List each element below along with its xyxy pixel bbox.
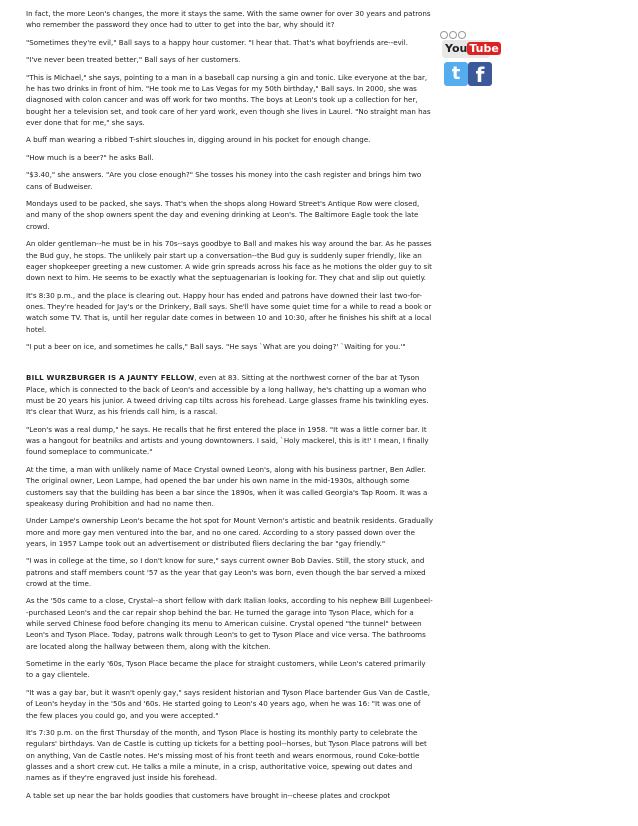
paragraph: At the time, a man with unlikely name of Mace Crystal owned Leon's, along with his business partner, Ben Adler. The original owner, Leon Lampe, had opened the bar under his own name in the mid-1930s, although some customers say that the building has been a bar since the 1890s, when it was called Georgia's Tap Room. It was a speakeasy during Prohibition and had no name then. bbox=[26, 464, 428, 508]
paragraph: "How much is a beer?" he asks Ball. bbox=[26, 152, 154, 162]
lead-paragraph bbox=[26, 372, 434, 417]
paragraph: "It was a gay bar, but it wasn't openly gay," says resident historian and Tyson Place bartender Gus Van de Castle, of Leon's heyday in the '50s and '60s. He started going to Leon's 40 years ago, when he was 16: "It was one of the few places you could go, and you were accepted." bbox=[26, 687, 430, 720]
lead-text: , even at 83. Sitting at the northwest corner of the bar at Tyson Place, which is connected to the back of Leon's and accessible by a long hallway, he's chatting up a woman who must be 20 years his junior. A tweed driving cap tilts across his forehead. Large glasses frame his twinkling eyes. It's clear that Wurz, as his friends call him, is a rascal. bbox=[26, 373, 429, 417]
paragraph: "I was in college at the time, so I don't know for sure," says current owner Bob Davies. Still, the story stuck, and patrons and staff members count '57 as the year that gay Leon's was born, even though the bar served a mixed crowd at the time. bbox=[26, 556, 426, 588]
article-body bbox=[26, 8, 434, 807]
paragraph: In fact, the more Leon's changes, the more it stays the same. With the same owner for over 30 years and patrons who remember the password they once had to utter to get into the bar, why should it? bbox=[26, 9, 431, 30]
paragraph: It's 8:30 p.m., and the place is clearing out. Happy hour has ended and patrons have downed their last two-for-ones. They're headed for Jay's or the Drinkery, Ball says. She'll have some quiet time for a while to read a book or watch some TV. That is, until her regular date comes in between 10 and 10:30, after he finishes his shift at a local hotel. bbox=[26, 290, 432, 334]
paragraph: Sometime in the early '60s, Tyson Place became the place for straight customers, while Leon's catered primarily to a gay clientele. bbox=[26, 659, 426, 680]
paragraph: "Leon's was a real dump," he says. He recalls that he first entered the place in 1958. "It was a little corner bar. It was a hangout for beatniks and artists and young downtowners. I said, `Holy mackerel, this is it!' I mean, I finally found someplace to communicate." bbox=[26, 424, 429, 457]
twitter-icon[interactable]: t bbox=[444, 62, 468, 86]
paragraph: "I put a beer on ice, and sometimes he calls," Ball says. "He says `What are you doing?' `Waiting for you.'" bbox=[26, 342, 406, 351]
paragraph: "$3.40," she answers. "Are you close enough?" She tosses his money into the cash register and brings him two cans of Budweiser. bbox=[26, 170, 422, 191]
paragraph: It's 7:30 p.m. on the first Thursday of the month, and Tyson Place is hosting its monthly party to celebrate the regulars' birthdays. Van de Castle is cutting up tickets for a betting pool--horses, but Tyson Place patrons will bet on anything, Van de Castle notes. He's missing most of his front teeth and wears enormous, round Coke-bottle glasses and a short crew cut. He talks a mile a minute, in a crisp, authoritative voice, spewing out dates and names as if they're engraved just inside his forehead. bbox=[26, 728, 427, 783]
paragraph: Under Lampe's ownership Leon's became the hot spot for Mount Vernon's artistic and beatnik residents. Gradually more and more gay men ventured into the bar, and no one cared. According to a story passed down over the years, in 1957 Lampe took out an advertisement or distributed fliers declaring the bar "gay friendly." bbox=[26, 516, 434, 548]
paragraph: "I've never been treated better," Ball says of her customers. bbox=[26, 55, 241, 65]
bubbles-icon bbox=[440, 24, 470, 38]
paragraph: An older gentleman--he must be in his 70s--says goodbye to Ball and makes his way around the bar. As he passes the Bud guy, he stops. The unlikely pair start up a conversation--the Bud guy is suddenly super friendly, like an eager shopkeeper greeting a new customer. A wide grin spreads across his face as he motions the older guy to sit down next to him. He seems to be exactly what the septuagenarian is looking for. They chat and slip out quietly. bbox=[26, 239, 432, 283]
paragraph: Mondays used to be packed, she says. That's when the shops along Howard Street's Antique Row were closed, and many of the shop owners spent the day and evening drinking at Leon's. The Baltimore Eagle took the late crowd. bbox=[26, 199, 420, 231]
paragraph: "Sometimes they're evil," Ball says to a happy hour customer. "I hear that. That's what boyfriends are--evil. bbox=[26, 37, 408, 47]
paragraph: A buff man wearing a ribbed T-shirt slouches in, digging around in his pocket for enough change. bbox=[26, 135, 371, 145]
lead-caps: BILL WURZBURGER IS A JAUNTY FELLOW bbox=[26, 373, 195, 383]
paragraph: A table set up near the bar holds goodies that customers have brought in--cheese plates and crockpot bbox=[26, 790, 391, 800]
paragraph: As the '50s came to a close, Crystal--a short fellow with dark Italian looks, according to his nephew Bill Lugenbeel--purchased Leon's and the car repair shop behind the bar. He turned the garage into Tyson Place, which for a while served Chinese food before changing its menu to American cuisine. Crystal opened "the tunnel" between Leon's and Tyson Place. Today, patrons walk through Leon's to get to Tyson Place and vice versa. The bathrooms are located along the hallway between them, along with the kitchen. bbox=[26, 596, 433, 651]
section-break bbox=[26, 358, 434, 372]
paragraph: "This is Michael," she says, pointing to a man in a baseball cap nursing a gin and tonic. Like everyone at the bar, he has two drinks in front of him. "He took me to Las Vegas for my 50th birthday," Ball says. In 2000, she was diagnosed with colon cancer and was off work for two months. The boys at Leon's took up a collection for her, bought her a television set, and took care of her yard work, even though she lives in Laurel. "No straight man has ever done that for me," she says. bbox=[26, 72, 431, 127]
social-icons bbox=[436, 18, 499, 88]
youtube-icon[interactable]: You Tube bbox=[442, 40, 490, 58]
facebook-icon[interactable]: f bbox=[468, 62, 492, 86]
